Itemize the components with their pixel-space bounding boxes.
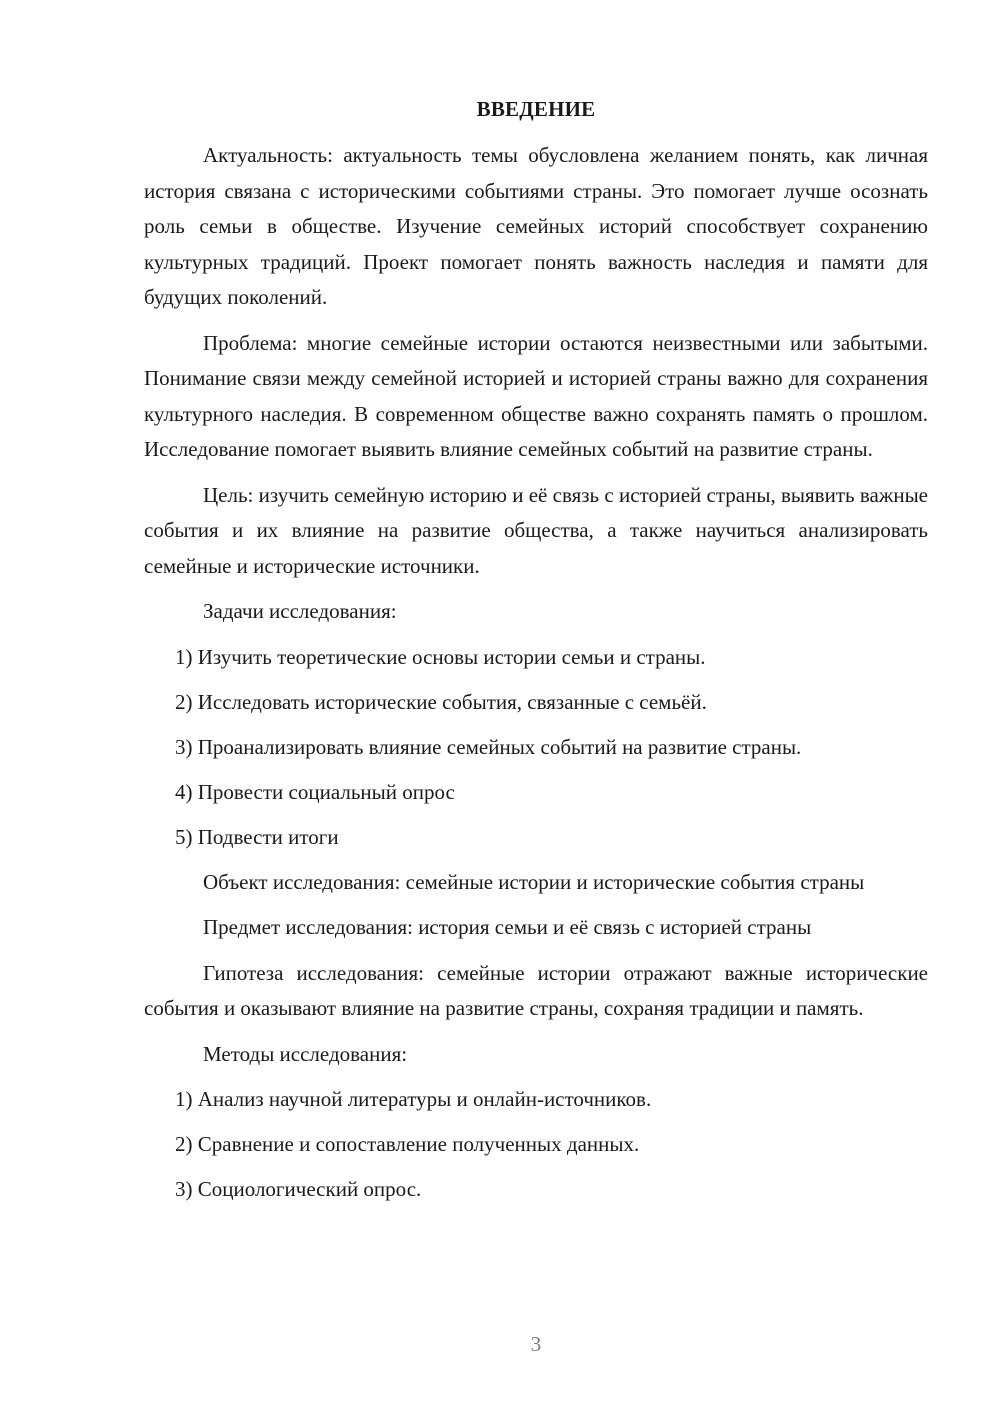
problem-paragraph: Проблема: многие семейные истории остаются неизвестными или забытыми. Понимание связи между семейной историей и историей страны важно для сохранения культурного наследия. В современном обществе важно сохранять память о прошлом. Исследование помогает выявить влияние семейных событий на развитие страны.: [144, 330, 928, 461]
task-item: 1) Изучить теоретические основы истории семьи и страны.: [175, 644, 706, 669]
relevance-paragraph: Актуальность: актуальность темы обусловлена желанием понять, как личная история связана с историческими событиями страны. Это помогает лучше осознать роль семьи в обществе. Изучение семейных историй способствует сохранению культурных традиций. Проект помогает понять важность наследия и памяти для будущих поколений.: [144, 143, 928, 309]
method-item: 2) Сравнение и сопоставление полученных данных.: [175, 1132, 640, 1156]
task-item: 5) Подвести итоги: [175, 824, 339, 849]
method-item: 1) Анализ научной литературы и онлайн-источников.: [175, 1087, 652, 1111]
task-item: 2) Исследовать исторические события, связанные с семьёй.: [175, 689, 707, 714]
method-item: 3) Социологический опрос.: [175, 1177, 422, 1201]
object-paragraph: Объект исследования: семейные истории и исторические события страны: [203, 869, 865, 894]
goal-paragraph: Цель: изучить семейную историю и её связь с историей страны, выявить важные события и их влияние на развитие общества, а также научиться анализировать семейные и исторические источники.: [144, 482, 928, 578]
task-item: 3) Проанализировать влияние семейных событий на развитие страны.: [175, 734, 802, 759]
document-page: [144, 94, 928, 1217]
methods-heading: Методы исследования:: [203, 1041, 408, 1066]
page-title: ВВЕДЕНИЕ: [476, 97, 596, 121]
tasks-heading: Задачи исследования:: [203, 599, 397, 623]
hypothesis-paragraph: Гипотеза исследования: семейные истории отражают важные исторические события и оказывают влияние на развитие страны, сохраняя традиции и память.: [144, 960, 928, 1020]
task-item: 4) Провести социальный опрос: [175, 779, 455, 804]
page-number: 3: [530, 1332, 542, 1356]
subject-paragraph: Предмет исследования: история семьи и её связь с историей страны: [203, 915, 812, 939]
